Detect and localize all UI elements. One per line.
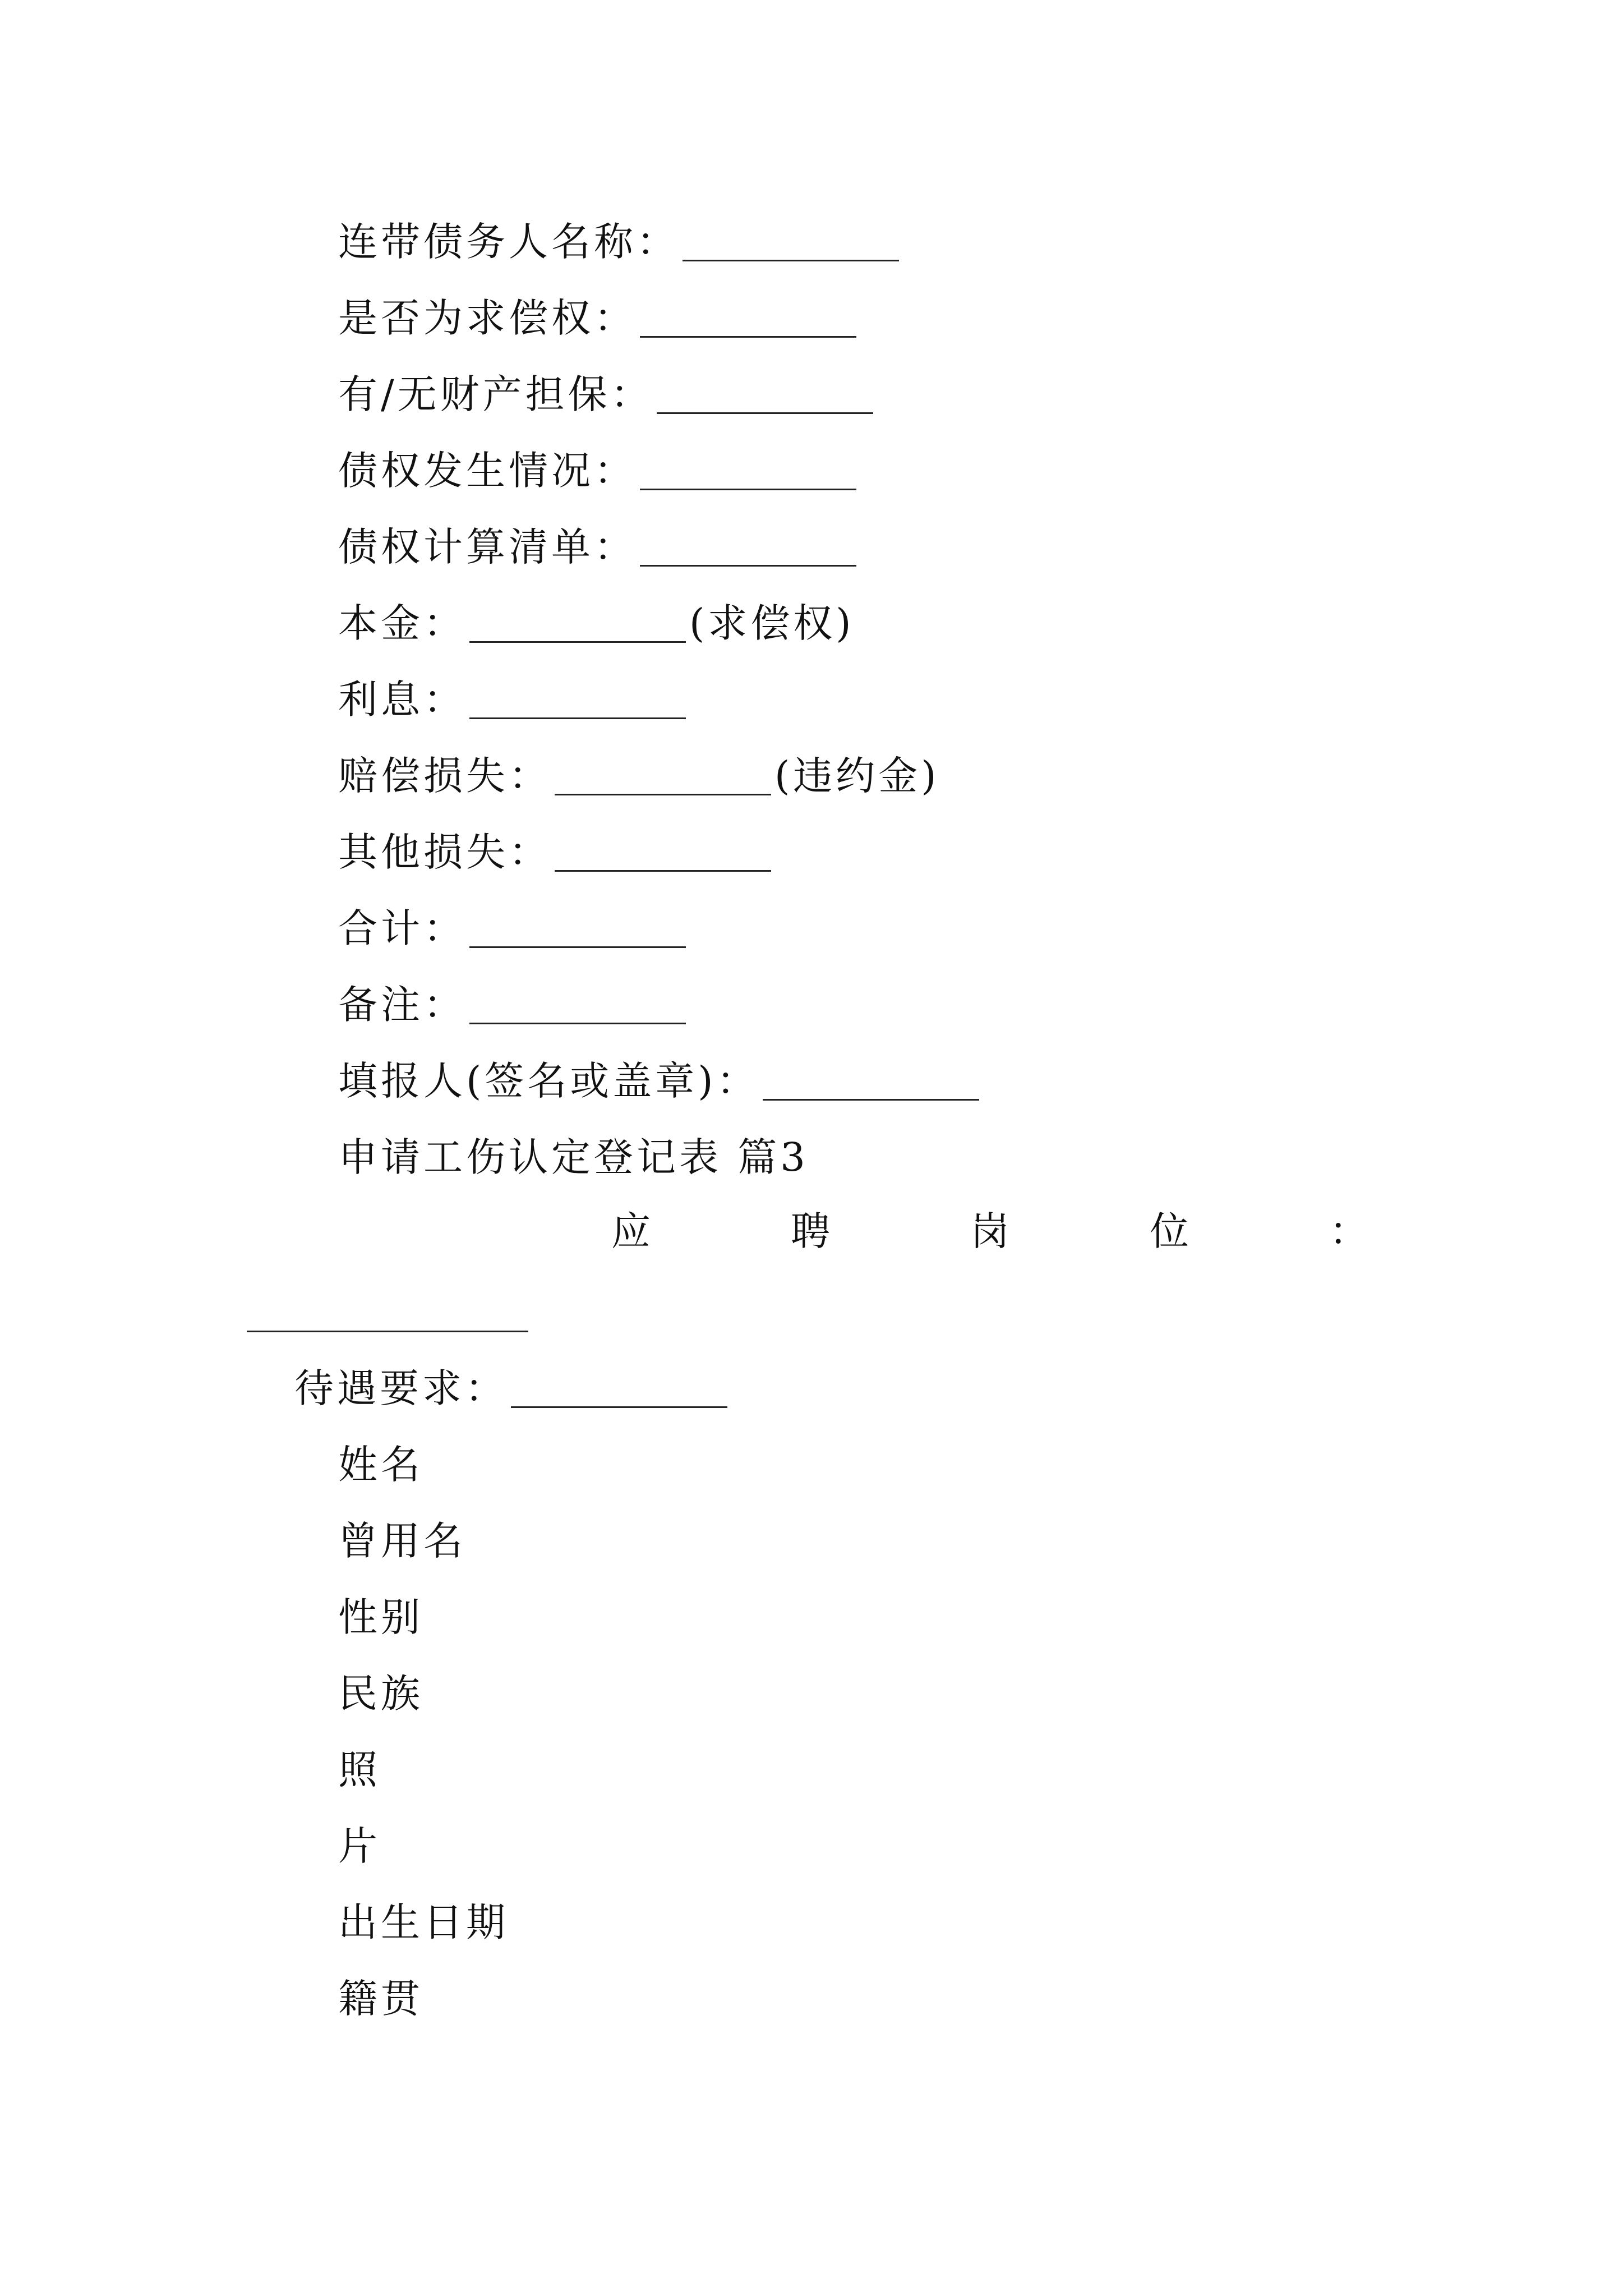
field-filler-signature [338, 1056, 983, 1106]
form-item-label: 性别 [338, 1594, 423, 1640]
field-claim-occurrence [338, 445, 860, 496]
field-joint-debtor-name [338, 217, 902, 267]
fill-in-blank[interactable] [469, 688, 686, 719]
fill-in-blank[interactable] [640, 307, 856, 338]
form-item-label: 曾用名 [338, 1518, 466, 1564]
position-char: 位 [1150, 1208, 1189, 1254]
position-applied-label [611, 1206, 1368, 1257]
fill-in-blank[interactable] [511, 1377, 727, 1408]
form-item-label: 民族 [338, 1671, 423, 1717]
fill-in-blank[interactable] [640, 536, 856, 567]
fill-in-blank[interactable] [683, 231, 899, 261]
position-char: 聘 [791, 1208, 830, 1254]
fill-in-blank[interactable] [763, 1070, 979, 1101]
form-item-label: 片 [338, 1823, 381, 1869]
fill-in-blank[interactable] [469, 917, 686, 948]
form-item-birth-date [338, 1897, 509, 1948]
position-char: 应 [611, 1208, 651, 1254]
field-property-guarantee [338, 369, 877, 420]
section-heading-text: 申请工伤认定登记表 篇3 [338, 1134, 809, 1180]
field-label: 合计： [338, 905, 466, 951]
field-label: 债权计算清单： [338, 524, 637, 570]
form-item-photo-2 [338, 1821, 381, 1871]
fill-in-blank[interactable] [469, 612, 686, 643]
form-item-photo-1 [338, 1745, 381, 1795]
field-label: 连带债务人名称： [338, 219, 679, 265]
position-char: ： [1329, 1208, 1368, 1254]
fill-in-blank[interactable] [555, 841, 771, 872]
field-compensation [338, 751, 940, 801]
field-label: 利息： [338, 677, 466, 723]
fill-in-blank[interactable] [555, 765, 771, 795]
fill-in-blank[interactable] [469, 993, 686, 1024]
fill-in-blank[interactable] [657, 383, 873, 414]
field-suffix: (求偿权) [689, 600, 855, 646]
field-label: 填报人(签名或盖章)： [338, 1058, 759, 1104]
form-item-ethnicity [338, 1668, 423, 1719]
form-item-native-place [338, 1973, 423, 2024]
form-item-label: 姓名 [338, 1442, 423, 1488]
field-label: 是否为求偿权： [338, 295, 637, 341]
field-label: 有/无财产担保： [338, 371, 653, 417]
form-item-label: 照 [338, 1747, 381, 1793]
form-item-label: 籍贯 [338, 1976, 423, 2022]
form-item-name [338, 1439, 423, 1490]
field-label: 其他损失： [338, 829, 551, 875]
section-heading [338, 1132, 809, 1182]
field-interest [338, 674, 689, 725]
position-applied-blank[interactable] [247, 1331, 528, 1332]
field-label: 本金： [338, 600, 466, 646]
form-item-label: 出生日期 [338, 1899, 509, 1945]
field-salary-requirement [294, 1363, 731, 1414]
field-label: 赔偿损失： [338, 753, 551, 799]
fill-in-blank[interactable] [640, 459, 856, 490]
field-other-losses [338, 827, 774, 877]
field-remarks [338, 979, 689, 1030]
form-item-gender [338, 1592, 423, 1642]
field-label: 债权发生情况： [338, 448, 637, 494]
field-label: 备注： [338, 982, 466, 1028]
position-char: 岗 [970, 1208, 1009, 1254]
field-suffix: (违约金) [774, 753, 940, 799]
field-label: 待遇要求： [294, 1365, 508, 1411]
field-is-recourse [338, 293, 860, 343]
field-claim-calculation [338, 522, 860, 572]
form-item-former-name [338, 1516, 466, 1566]
field-principal [338, 598, 855, 648]
field-total [338, 903, 689, 954]
